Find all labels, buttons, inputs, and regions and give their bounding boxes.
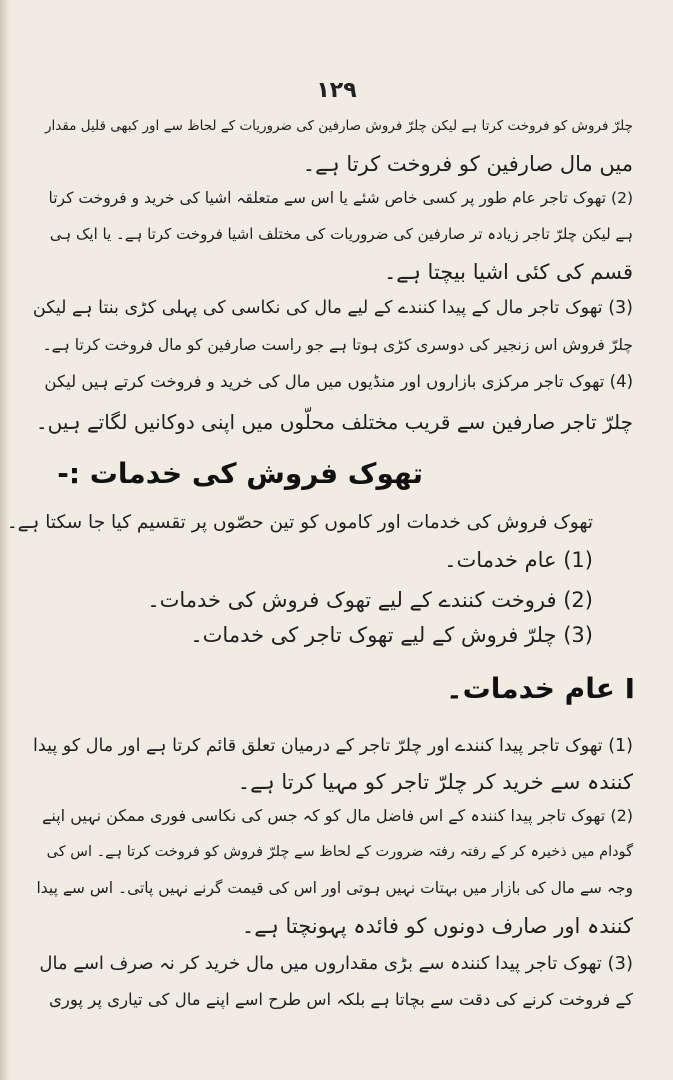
text-line-23: کے فروخت کرنے کی دقت سے بچاتا ہے بلکہ اس طرح اسے اپنے مال کی تیاری پر پوری: [48, 990, 633, 1009]
text-line-1: چلرّ فروش کو فروخت کرتا ہے لیکن چلرّ فروش صارفین کی ضروریات کے لحاظ سے اور کبھی قلیل مقدار: [45, 118, 633, 134]
text-line-17: کنندہ سے خرید کر چلرّ تاجر کو مہیا کرتا ہے۔: [237, 770, 633, 794]
text-line-2: میں مال صارفین کو فروخت کرتا ہے۔: [302, 152, 633, 176]
text-line-4: ہے لیکن چلرّ تاجر زیادہ تر صارفین کی ضروریات کی مختلف اشیا فروخت کرتا ہے۔ یا ایک ہی: [49, 225, 633, 243]
list-item-3: (3) چلرّ فروش کے لیے تھوک تاجر کی خدمات۔: [190, 623, 593, 647]
text-line-6: (3) تھوک تاجر مال کے پیدا کنندے کے لیے مال کی نکاسی کی پہلی کڑی بنتا ہے لیکن: [32, 298, 633, 318]
text-line-11: تھوک فروش کی خدمات اور کاموں کو تین حصّوں پر تقسیم کیا جا سکتا ہے۔: [6, 512, 593, 533]
text-line-7: چلرّ فروش اس زنجیر کی دوسری کڑی ہوتا ہے جو راست صارفین کو مال فروخت کرتا ہے۔: [42, 336, 633, 354]
section-heading-general-services: I عام خدمات۔: [446, 672, 635, 705]
text-line-3: (2) تھوک تاجر عام طور پر کسی خاص شئے یا اس سے متعلقہ اشیا کی خرید و فروخت کرتا: [48, 189, 633, 207]
text-line-22: (3) تھوک تاجر پیدا کنندہ سے بڑی مقداروں میں مال خرید کر نہ صرف اسے مال: [39, 953, 633, 974]
section-heading-wholesaler-services: تھوک فروش کی خدمات :-: [57, 457, 423, 490]
list-item-2: (2) فروخت کنندے کے لیے تھوک فروش کی خدمات۔: [147, 588, 593, 612]
page-number: ١٢٩: [316, 78, 357, 103]
page-binding-edge: [0, 0, 10, 1080]
text-line-19: گودام میں ذخیرہ کر کے رفتہ رفتہ ضرورت کے لحاظ سے چلرّ فروش کو فروخت کرتا ہے۔ اس کی: [46, 844, 633, 860]
text-line-16: (1) تھوک تاجر پیدا کنندے اور چلرّ تاجر کے درمیان تعلق قائم کرتا ہے اور مال کو پیدا: [33, 736, 633, 756]
text-line-21: کنندہ اور صارف دونوں کو فائدہ پہونچتا ہے۔: [241, 914, 633, 938]
list-item-1: (1) عام خدمات۔: [444, 548, 593, 572]
text-line-20: وجہ سے مال کی بازار میں بہتات نہیں ہوتی اور اس کی قیمت گرنے نہیں پاتی۔ اس سے پیدا: [36, 879, 633, 897]
text-line-18: (2) تھوک تاجر پیدا کنندہ کے اس فاضل مال کو کہ جس کی نکاسی فوری ممکن نہیں اپنے: [42, 806, 633, 825]
text-line-9: چلرّ تاجر صارفین سے قریب مختلف محلّوں میں اپنی دوکانیں لگاتے ہیں۔: [35, 410, 633, 434]
text-line-5: قسم کی کئی اشیا بیچتا ہے۔: [383, 260, 633, 284]
text-line-8: (4) تھوک تاجر مرکزی بازاروں اور منڈیوں میں مال کی خرید و فروخت کرتے ہیں لیکن: [44, 372, 633, 391]
